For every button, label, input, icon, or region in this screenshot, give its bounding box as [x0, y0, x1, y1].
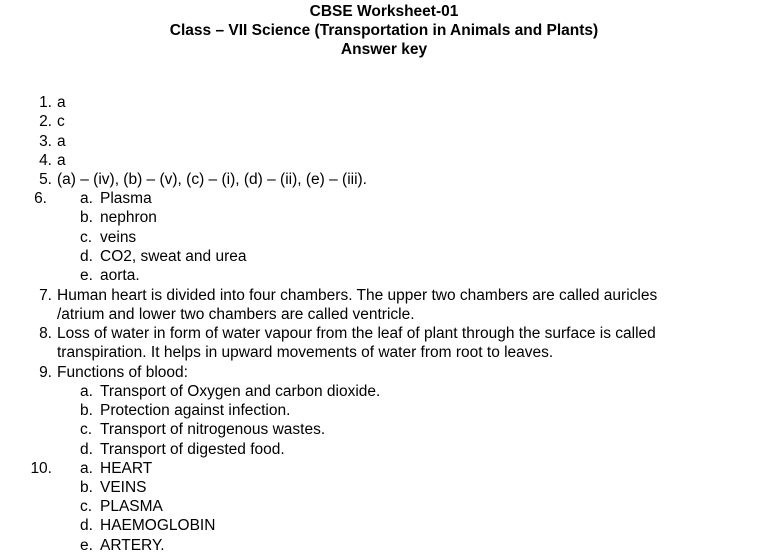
- answer-text: Human heart is divided into four chambers. The upper two chambers are called auricles: [57, 287, 658, 304]
- answer-number: 10.: [30, 460, 52, 477]
- answer-text: Loss of water in form of water vapour from the leaf of plant through the surface is called: [57, 325, 656, 342]
- answer-text: a: [57, 94, 66, 111]
- answer-number: 1.: [39, 94, 52, 111]
- sub-text: Transport of digested food.: [100, 441, 285, 458]
- answer-number: 3.: [39, 133, 52, 150]
- sub-label: c.: [80, 498, 93, 515]
- sub-label: c.: [80, 421, 93, 438]
- sub-text: nephron: [100, 209, 157, 226]
- sub-label: a.: [80, 383, 93, 400]
- sub-text: Transport of nitrogenous wastes.: [100, 421, 326, 438]
- answer-text: (a) – (iv), (b) – (v), (c) – (i), (d) – (ii), (e) – (iii).: [57, 171, 367, 188]
- answer-number: 9.: [39, 364, 52, 381]
- answer-text: a: [57, 152, 66, 169]
- sub-label: e.: [80, 267, 93, 284]
- sub-text: ARTERY.: [100, 537, 165, 554]
- answer-number: 4.: [39, 152, 52, 169]
- worksheet-subtitle: Class – VII Science (Transportation in Animals and Plants): [169, 22, 599, 39]
- answer-text: Functions of blood:: [57, 364, 188, 381]
- answer-number: 6.: [34, 190, 47, 207]
- sub-text: PLASMA: [100, 498, 163, 515]
- sub-text: veins: [100, 229, 137, 246]
- sub-text: CO2, sweat and urea: [100, 248, 247, 265]
- answer-text: a: [57, 133, 66, 150]
- sub-text: Protection against infection.: [100, 402, 291, 419]
- answer-number: 2.: [39, 113, 52, 130]
- sub-label: d.: [80, 441, 93, 458]
- sub-label: b.: [80, 479, 93, 496]
- sub-label: a.: [80, 460, 93, 477]
- sub-text: Plasma: [100, 190, 152, 207]
- answer-text-continued: /atrium and lower two chambers are called ventricle.: [57, 306, 415, 323]
- sub-label: c.: [80, 229, 93, 246]
- answer-number: 7.: [39, 287, 52, 304]
- answer-key-heading: Answer key: [340, 41, 428, 58]
- sub-label: b.: [80, 402, 93, 419]
- sub-text: HEART: [100, 460, 153, 477]
- sub-label: d.: [80, 517, 93, 534]
- answer-number: 5.: [39, 171, 52, 188]
- sub-text: VEINS: [100, 479, 147, 496]
- answer-text-continued: transpiration. It helps in upward movements of water from root to leaves.: [57, 344, 554, 361]
- worksheet-title: CBSE Worksheet-01: [309, 3, 459, 20]
- sub-text: aorta.: [100, 267, 140, 284]
- sub-label: e.: [80, 537, 93, 554]
- sub-text: Transport of Oxygen and carbon dioxide.: [100, 383, 381, 400]
- sub-text: HAEMOGLOBIN: [100, 517, 216, 534]
- sub-label: a.: [80, 190, 93, 207]
- sub-label: b.: [80, 209, 93, 226]
- sub-label: d.: [80, 248, 93, 265]
- answer-text: c: [57, 113, 65, 130]
- answer-number: 8.: [39, 325, 52, 342]
